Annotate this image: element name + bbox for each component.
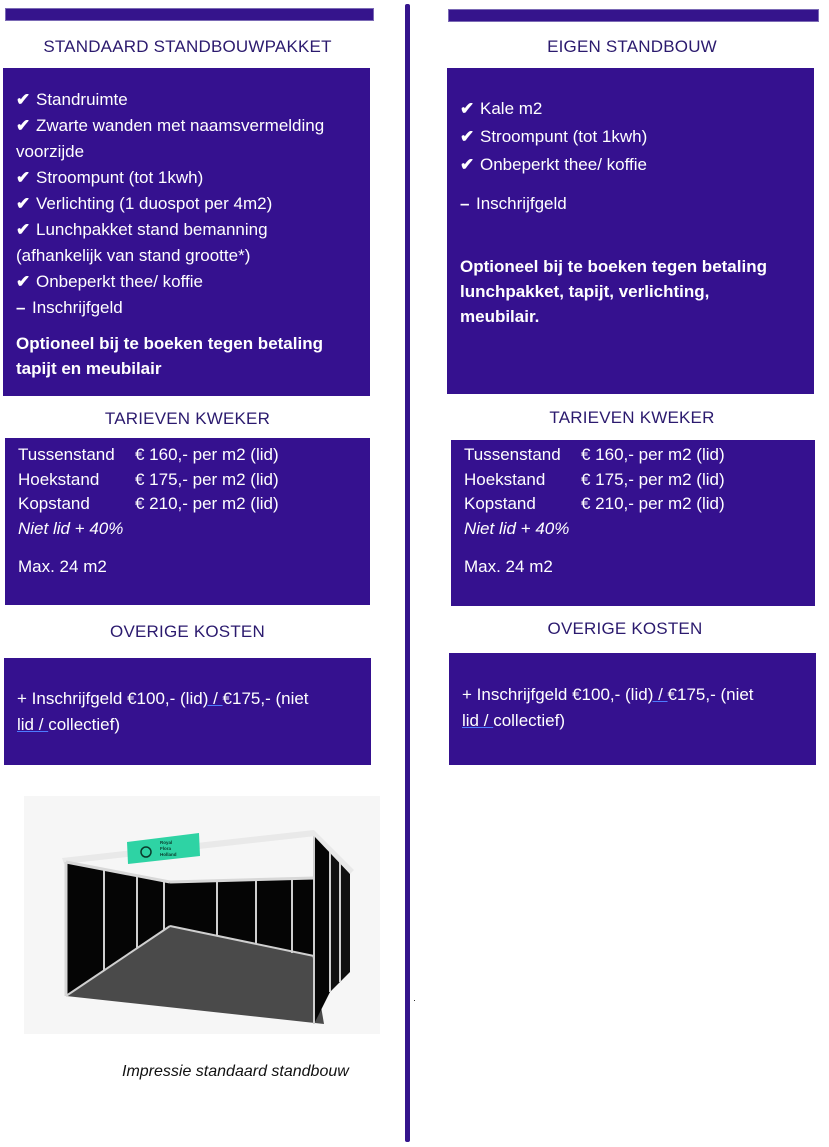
checkmark-icon: ✔ bbox=[460, 155, 475, 174]
rate-price: € 210,- per m2 (lid) bbox=[581, 494, 725, 513]
left-non-member-note: Niet lid + 40% bbox=[18, 518, 124, 538]
rate-price: € 175,- per m2 (lid) bbox=[581, 469, 725, 489]
right-package-list bbox=[460, 95, 801, 179]
rate-price: € 160,- per m2 (lid) bbox=[581, 445, 725, 464]
rate-type: Tussenstand bbox=[464, 445, 561, 464]
left-registration-fee: + Inschrijfgeld €100,- (lid) / €175,- (niet lid / collectief) bbox=[17, 689, 309, 734]
column-divider bbox=[405, 4, 410, 1142]
checkmark-icon: ✔ bbox=[460, 99, 475, 118]
right-optional-line-2: lunchpakket, tapijt, verlichting, bbox=[460, 282, 710, 301]
right-optional-line-3: meubilair. bbox=[460, 307, 540, 326]
right-package-item: ✔ Onbeperkt thee/ koffie bbox=[460, 151, 801, 179]
left-rates-box bbox=[5, 438, 370, 605]
right-rates-title: TARIEVEN KWEKER bbox=[549, 408, 715, 427]
checkmark-icon: ✔ bbox=[16, 168, 31, 187]
image-caption: Impressie standaard standbouw bbox=[122, 1063, 349, 1080]
left-package-item: ✔ Stroompunt (tot 1kwh) bbox=[16, 165, 357, 191]
booth-wall-right bbox=[314, 834, 330, 1024]
right-other-costs-title: OVERIGE KOSTEN bbox=[547, 619, 703, 638]
dash-icon: – bbox=[16, 298, 26, 317]
left-max-size: Max. 24 m2 bbox=[18, 556, 107, 576]
rate-type: Hoekstand bbox=[18, 469, 100, 489]
rate-type: Tussenstand bbox=[18, 445, 115, 464]
left-package-item: ✔ Lunchpakket stand bemanning bbox=[16, 217, 357, 243]
checkmark-icon: ✔ bbox=[16, 116, 31, 135]
right-registration-fee: + Inschrijfgeld €100,- (lid) / €175,- (niet lid / collectief) bbox=[462, 685, 754, 730]
left-package-title: STANDAARD STANDBOUWPAKKET bbox=[43, 37, 332, 56]
right-other-costs-box bbox=[449, 653, 816, 765]
left-optional-line-1: Optioneel bij te boeken tegen betaling bbox=[16, 334, 323, 353]
right-rates-box bbox=[451, 440, 815, 606]
left-rates-table bbox=[18, 443, 357, 517]
rate-type: Hoekstand bbox=[464, 469, 546, 489]
sign-text-2: Flora bbox=[160, 846, 172, 851]
right-package-item: – Inschrijfgeld bbox=[460, 190, 801, 218]
left-package-item: ✔ Zwarte wanden met naamsvermelding bbox=[16, 113, 357, 139]
right-package-item: ✔ Kale m2 bbox=[460, 95, 801, 123]
rate-price: € 175,- per m2 (lid) bbox=[135, 469, 279, 489]
left-package-item: – Inschrijfgeld bbox=[16, 295, 357, 321]
checkmark-icon: ✔ bbox=[460, 127, 475, 146]
left-package-item: (afhankelijk van stand grootte*) bbox=[16, 246, 251, 265]
left-rates-title: TARIEVEN KWEKER bbox=[104, 409, 271, 428]
booth-impression-image bbox=[24, 796, 380, 1034]
checkmark-icon: ✔ bbox=[16, 272, 31, 291]
sign-text-1: Royal bbox=[160, 840, 173, 845]
right-optional-line-1: Optioneel bij te boeken tegen betaling bbox=[460, 257, 767, 276]
booth-illustration bbox=[24, 796, 380, 1034]
left-optional-line-2: tapijt en meubilair bbox=[16, 359, 162, 378]
rate-type: Kopstand bbox=[464, 494, 536, 513]
left-package-item: ✔ Verlichting (1 duospot per 4m2) bbox=[16, 191, 357, 217]
right-top-bar bbox=[448, 9, 819, 22]
left-package-item: voorzijde bbox=[16, 142, 85, 161]
rate-price: € 160,- per m2 (lid) bbox=[135, 445, 279, 464]
right-max-size: Max. 24 m2 bbox=[464, 556, 553, 576]
left-package-box bbox=[3, 68, 370, 396]
left-package-list bbox=[16, 87, 357, 321]
right-package-title: EIGEN STANDBOUW bbox=[547, 37, 717, 56]
right-rates-table bbox=[464, 443, 802, 517]
left-package-item: ✔ Onbeperkt thee/ koffie bbox=[16, 269, 357, 295]
right-package-box bbox=[447, 68, 814, 394]
sign-text-3: Holland bbox=[160, 852, 177, 857]
left-package-item: ✔ Standruimte bbox=[16, 87, 357, 113]
left-other-costs-box bbox=[4, 658, 371, 765]
left-other-costs-title: OVERIGE KOSTEN bbox=[110, 622, 265, 641]
left-top-bar bbox=[5, 8, 374, 21]
rate-type: Kopstand bbox=[18, 494, 90, 513]
checkmark-icon: ✔ bbox=[16, 194, 31, 213]
right-non-member-note: Niet lid + 40% bbox=[464, 518, 570, 538]
dash-icon: – bbox=[460, 194, 470, 213]
checkmark-icon: ✔ bbox=[16, 90, 31, 109]
rate-price: € 210,- per m2 (lid) bbox=[135, 494, 279, 513]
right-package-item: ✔ Stroompunt (tot 1kwh) bbox=[460, 123, 801, 151]
stray-dot bbox=[414, 1000, 415, 1001]
checkmark-icon: ✔ bbox=[16, 220, 31, 239]
